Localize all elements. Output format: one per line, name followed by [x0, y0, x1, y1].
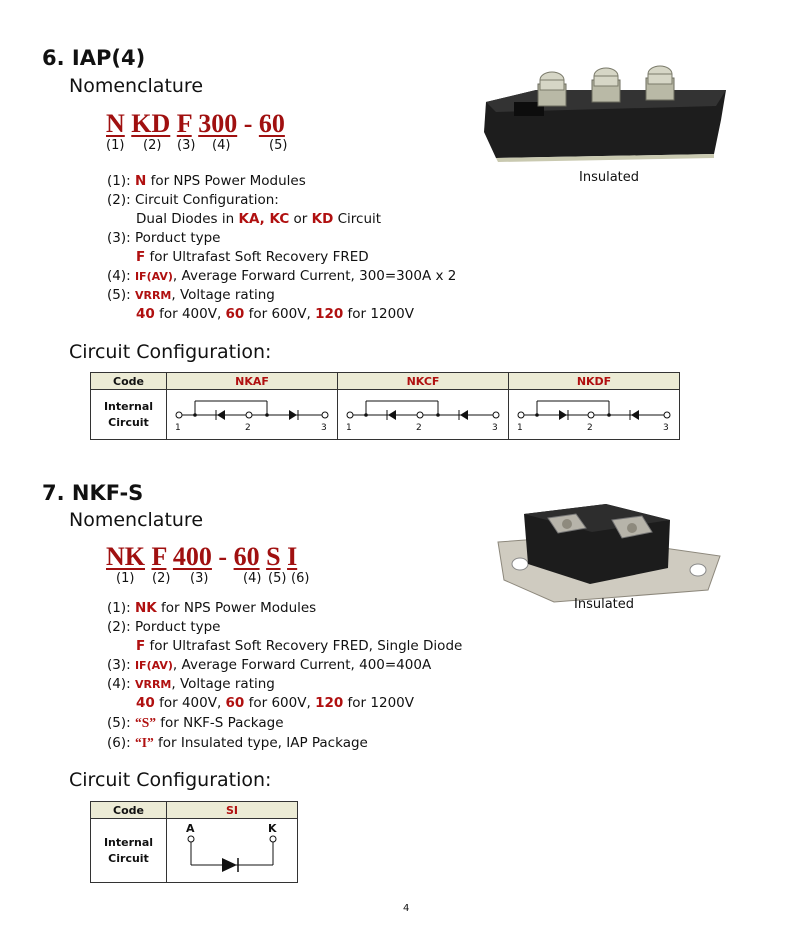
section-6-circuit-table: [90, 372, 680, 440]
column-header-nkaf: NKAF: [167, 373, 338, 390]
column-header-si: SI: [167, 802, 298, 819]
definition-line: Dual Diodes in KA, KC or KD Circuit: [136, 211, 382, 227]
definition-line: F for Ultrafast Soft Recovery FRED, Single Diode: [136, 638, 463, 654]
circuit-nkdf: [509, 390, 680, 440]
code-part: F: [176, 109, 192, 138]
section-7-heading: 7. NKF-S: [42, 481, 144, 505]
circuit-nkaf: [167, 390, 338, 440]
code-part: 300: [198, 109, 238, 138]
pin-label: 2: [416, 423, 422, 433]
definition-line: F for Ultrafast Soft Recovery FRED: [136, 249, 369, 265]
index-label: (2): [143, 138, 162, 153]
circuit-nkcf: [338, 390, 509, 440]
pin-k-label: K: [268, 822, 277, 835]
nkf-s-module-photo: [494, 498, 724, 610]
index-label: (1): [116, 571, 135, 586]
definition-line: (5): VRRM, Voltage rating: [107, 287, 275, 303]
code-part: S: [266, 542, 281, 571]
code-part: F: [151, 542, 167, 571]
pin-label: 3: [663, 423, 669, 433]
definition-line: (2): Porduct type: [107, 619, 221, 635]
page-number: 4: [403, 903, 410, 914]
code-part: N: [106, 109, 125, 138]
iap-module-photo: [476, 62, 736, 170]
definition-line: 40 for 400V, 60 for 600V, 120 for 1200V: [136, 306, 414, 322]
definition-line: (3): IF(AV), Average Forward Current, 400=400A: [107, 657, 432, 673]
index-label: (2): [152, 571, 171, 586]
pin-label: 1: [175, 423, 181, 433]
index-label: (3): [190, 571, 209, 586]
index-label: (4): [243, 571, 262, 586]
section-7-circuit-title: Circuit Configuration:: [69, 769, 272, 791]
section-7-definitions: [107, 599, 462, 753]
code-part: -: [218, 542, 228, 571]
definition-line: (4): IF(AV), Average Forward Current, 300=300A x 2: [107, 268, 457, 284]
pin-a-label: A: [186, 822, 195, 835]
section-6-definitions: [107, 172, 456, 324]
section-7-circuit-table: [90, 801, 298, 883]
definition-line: (3): Porduct type: [107, 230, 221, 246]
index-label: (5): [269, 138, 288, 153]
nkdf-schematic: [509, 391, 679, 435]
pin-label: 2: [587, 423, 593, 433]
code-part: 400: [172, 542, 212, 571]
section-6-circuit-title: Circuit Configuration:: [69, 341, 272, 363]
index-label: (3): [177, 138, 196, 153]
pin-label: 1: [346, 423, 352, 433]
section-7-part-code: [106, 542, 297, 572]
nkcf-schematic: [338, 391, 508, 435]
code-part: KD: [131, 109, 171, 138]
si-schematic: [167, 819, 297, 879]
code-part: 60: [258, 109, 285, 138]
code-part: -: [243, 109, 253, 138]
pin-label: 1: [517, 423, 523, 433]
definition-line: (1): N for NPS Power Modules: [107, 173, 306, 189]
nkf-s-photo-caption: Insulated: [574, 597, 635, 612]
section-6-part-code: [106, 109, 285, 139]
definition-line: (5): “S” for NKF-S Package: [107, 715, 284, 731]
section-7-subheading: Nomenclature: [69, 509, 204, 531]
code-part: NK: [106, 542, 145, 571]
index-label: (6): [291, 571, 310, 586]
column-header-nkdf: NKDF: [509, 373, 680, 390]
index-label: (5): [268, 571, 287, 586]
pin-label: 2: [245, 423, 251, 433]
definition-line: (1): NK for NPS Power Modules: [107, 600, 317, 616]
section-6-subheading: Nomenclature: [69, 75, 204, 97]
code-header: Code: [91, 373, 167, 390]
section-6-heading: 6. IAP(4): [42, 46, 146, 70]
definition-line: (4): VRRM, Voltage rating: [107, 676, 275, 692]
index-label: (1): [106, 138, 125, 153]
column-header-nkcf: NKCF: [338, 373, 509, 390]
code-part: 60: [233, 542, 260, 571]
pin-label: 3: [321, 423, 327, 433]
definition-line: (2): Circuit Configuration:: [107, 192, 279, 208]
code-header: Code: [91, 802, 167, 819]
definition-line: 40 for 400V, 60 for 600V, 120 for 1200V: [136, 695, 414, 711]
nkaf-schematic: [167, 391, 337, 435]
iap-photo-caption: Insulated: [579, 170, 640, 185]
pin-label: 3: [492, 423, 498, 433]
code-part: I: [287, 542, 298, 571]
internal-circuit-label: Internal Circuit: [91, 819, 167, 883]
circuit-si: [167, 819, 298, 883]
definition-line: (6): “I” for Insulated type, IAP Package: [107, 735, 368, 751]
internal-circuit-label: Internal Circuit: [91, 390, 167, 440]
index-label: (4): [212, 138, 231, 153]
